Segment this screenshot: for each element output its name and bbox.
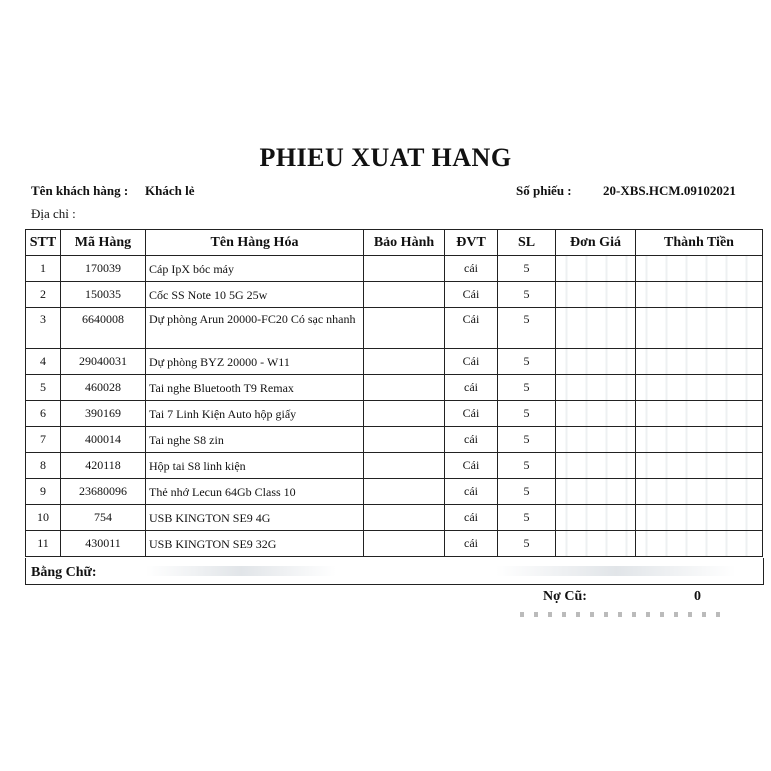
row-total-redacted (636, 531, 763, 557)
row-unit: Cái (445, 282, 498, 308)
row-code: 430011 (61, 531, 146, 557)
row-unit-price-redacted (556, 505, 636, 531)
row-stt: 4 (26, 349, 61, 375)
row-unit-price-redacted (556, 282, 636, 308)
row-stt: 3 (26, 308, 61, 349)
row-code: 150035 (61, 282, 146, 308)
table-row (26, 375, 763, 401)
table-row (26, 282, 763, 308)
row-code: 23680096 (61, 479, 146, 505)
document-title: PHIEU XUAT HANG (259, 143, 512, 172)
row-code: 390169 (61, 401, 146, 427)
table-row (26, 349, 763, 375)
table-row (26, 427, 763, 453)
slip-number-value: 20-XBS.HCM.09102021 (603, 183, 736, 198)
row-name: USB KINGTON SE9 4G (146, 505, 364, 531)
header-warranty: Bảo Hành (364, 230, 445, 256)
row-unit-price-redacted (556, 479, 636, 505)
row-unit: cái (445, 531, 498, 557)
row-warranty (364, 256, 445, 282)
old-debt-value: 0 (694, 589, 701, 604)
row-name: Tai nghe S8 zin (146, 427, 364, 453)
row-code: 170039 (61, 256, 146, 282)
row-name: Dự phòng Arun 20000-FC20 Có sạc nhanh (146, 308, 364, 349)
row-warranty (364, 308, 445, 349)
row-total-redacted (636, 401, 763, 427)
header-code: Mã Hàng (61, 230, 146, 256)
row-qty: 5 (498, 308, 556, 349)
row-total-redacted (636, 375, 763, 401)
row-warranty (364, 427, 445, 453)
items-table (25, 229, 763, 557)
row-unit: Cái (445, 308, 498, 349)
row-stt: 5 (26, 375, 61, 401)
header-unit: ĐVT (445, 230, 498, 256)
row-qty: 5 (498, 453, 556, 479)
row-warranty (364, 401, 445, 427)
row-code: 400014 (61, 427, 146, 453)
row-qty: 5 (498, 401, 556, 427)
row-qty: 5 (498, 256, 556, 282)
amount-in-words-label: Bằng Chữ: (31, 565, 97, 580)
row-total-redacted (636, 479, 763, 505)
address-label: Địa chỉ : (31, 206, 76, 221)
row-warranty (364, 505, 445, 531)
table-row (26, 256, 763, 282)
row-warranty (364, 479, 445, 505)
row-name: Dự phòng BYZ 20000 - W11 (146, 349, 364, 375)
row-code: 460028 (61, 375, 146, 401)
row-unit-price-redacted (556, 349, 636, 375)
row-unit-price-redacted (556, 427, 636, 453)
header-total: Thành Tiền (636, 230, 763, 256)
row-qty: 5 (498, 282, 556, 308)
row-qty: 5 (498, 375, 556, 401)
row-stt: 10 (26, 505, 61, 531)
table-row (26, 505, 763, 531)
row-stt: 1 (26, 256, 61, 282)
row-stt: 8 (26, 453, 61, 479)
header-name: Tên Hàng Hóa (146, 230, 364, 256)
row-qty: 5 (498, 505, 556, 531)
row-warranty (364, 531, 445, 557)
row-stt: 6 (26, 401, 61, 427)
amount-in-words-row (25, 558, 764, 585)
table-row (26, 308, 763, 349)
row-unit-price-redacted (556, 531, 636, 557)
row-stt: 2 (26, 282, 61, 308)
amount-in-words-redacted (146, 566, 336, 576)
row-code: 420118 (61, 453, 146, 479)
row-total-redacted (636, 308, 763, 349)
row-code: 754 (61, 505, 146, 531)
cropped-line-remnant (520, 612, 730, 617)
row-name: Tai 7 Linh Kiện Auto hộp giấy (146, 401, 364, 427)
row-unit: cái (445, 256, 498, 282)
row-code: 29040031 (61, 349, 146, 375)
row-unit-price-redacted (556, 401, 636, 427)
row-unit: cái (445, 505, 498, 531)
row-warranty (364, 375, 445, 401)
row-unit-price-redacted (556, 375, 636, 401)
customer-value: Khách lẻ (145, 183, 195, 198)
row-stt: 9 (26, 479, 61, 505)
row-unit-price-redacted (556, 256, 636, 282)
row-name: Tai nghe Bluetooth T9 Remax (146, 375, 364, 401)
row-unit: cái (445, 479, 498, 505)
row-unit: cái (445, 427, 498, 453)
row-code: 6640008 (61, 308, 146, 349)
table-row (26, 453, 763, 479)
row-qty: 5 (498, 531, 556, 557)
table-header-row (26, 230, 763, 256)
row-warranty (364, 349, 445, 375)
row-unit: Cái (445, 453, 498, 479)
row-total-redacted (636, 505, 763, 531)
row-total-redacted (636, 349, 763, 375)
row-total-redacted (636, 427, 763, 453)
table-row (26, 479, 763, 505)
row-unit-price-redacted (556, 453, 636, 479)
customer-label: Tên khách hàng : (31, 183, 129, 198)
row-warranty (364, 453, 445, 479)
row-total-redacted (636, 453, 763, 479)
row-qty: 5 (498, 349, 556, 375)
table-row (26, 401, 763, 427)
header-stt: STT (26, 230, 61, 256)
old-debt-label: Nợ Cũ: (543, 589, 587, 604)
row-unit: Cái (445, 401, 498, 427)
row-warranty (364, 282, 445, 308)
row-unit: cái (445, 375, 498, 401)
slip-number-label: Số phiếu : (516, 183, 572, 198)
row-name: Cốc SS Note 10 5G 25w (146, 282, 364, 308)
header-unit-price: Đơn Giá (556, 230, 636, 256)
row-qty: 5 (498, 427, 556, 453)
row-unit-price-redacted (556, 308, 636, 349)
row-stt: 7 (26, 427, 61, 453)
row-unit: Cái (445, 349, 498, 375)
table-row (26, 531, 763, 557)
row-name: Thẻ nhớ Lecun 64Gb Class 10 (146, 479, 364, 505)
row-name: Cáp IpX bóc máy (146, 256, 364, 282)
row-total-redacted (636, 282, 763, 308)
row-qty: 5 (498, 479, 556, 505)
row-stt: 11 (26, 531, 61, 557)
header-qty: SL (498, 230, 556, 256)
row-name: Hộp tai S8 linh kiện (146, 453, 364, 479)
total-redacted (496, 566, 736, 576)
row-total-redacted (636, 256, 763, 282)
row-name: USB KINGTON SE9 32G (146, 531, 364, 557)
